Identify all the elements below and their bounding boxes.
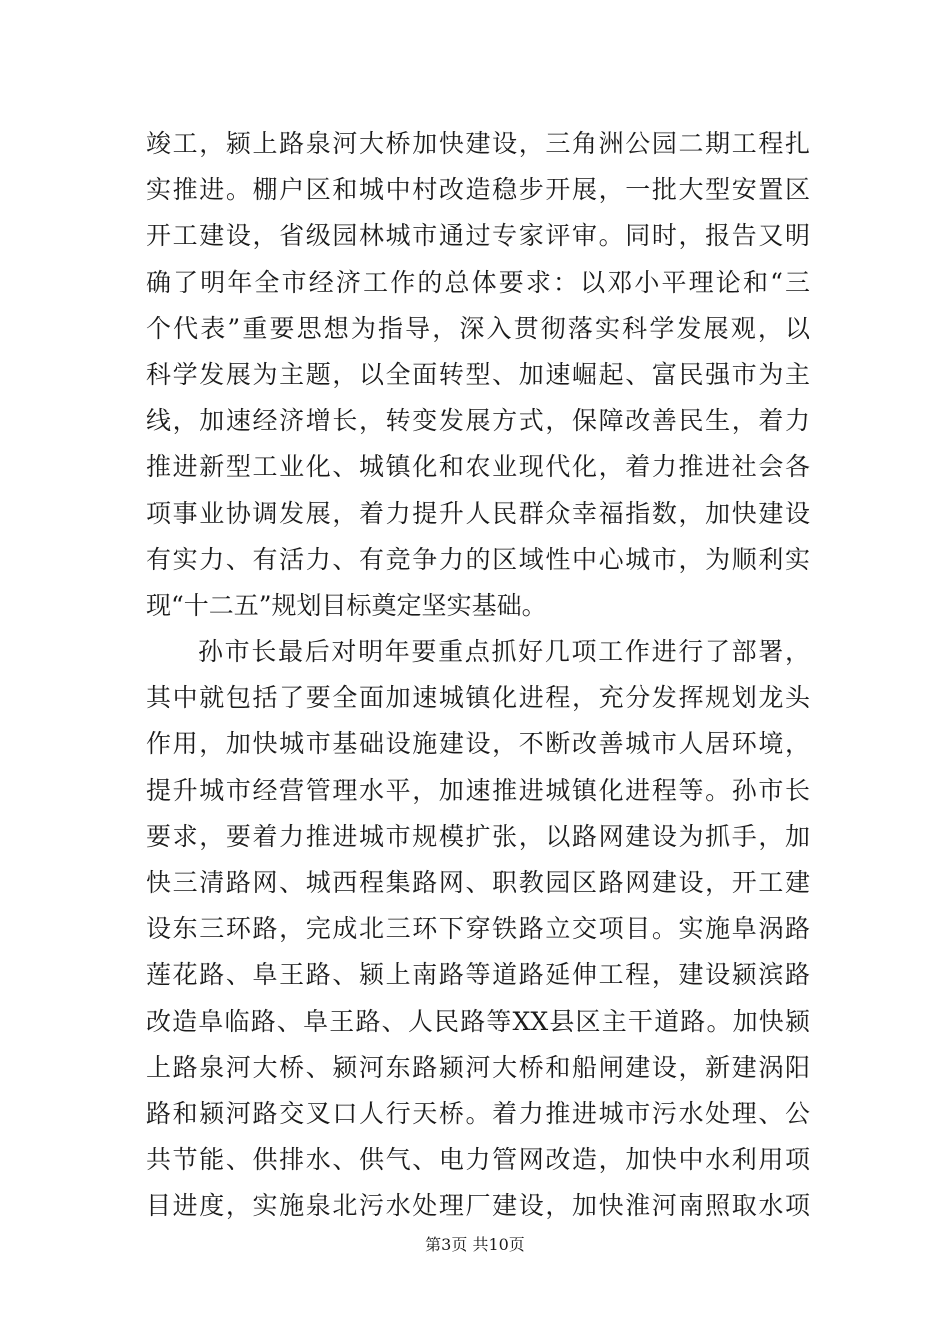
text-line: 项事业协调发展，着力提升人民群众幸福指数，加快建设 bbox=[146, 498, 810, 528]
text-line: 有实力、有活力、有竞争力的区域性中心城市，为顺利实 bbox=[146, 544, 810, 574]
text-line: 改造阜临路、阜王路、人民路等XX县区主干道路。加快颍 bbox=[146, 1006, 810, 1036]
text-line: 目进度，实施泉北污水处理厂建设，加快淮河南照取水项 bbox=[146, 1191, 810, 1221]
body-text bbox=[146, 121, 810, 1230]
text-line: 设东三环路，完成北三环下穿铁路立交项目。实施阜涡路 bbox=[146, 914, 810, 944]
text-line: 莲花路、阜王路、颍上南路等道路延伸工程，建设颍滨路 bbox=[146, 960, 810, 990]
text-line: 其中就包括了要全面加速城镇化进程，充分发挥规划龙头 bbox=[146, 683, 810, 713]
text-line: 线，加速经济增长，转变发展方式，保障改善民生，着力 bbox=[146, 406, 810, 436]
text-line: 实推进。棚户区和城中村改造稳步开展，一批大型安置区 bbox=[146, 175, 810, 205]
text-line: 要求，要着力推进城市规模扩张，以路网建设为抓手，加 bbox=[146, 821, 810, 851]
text-line: 竣工，颍上路泉河大桥加快建设，三角洲公园二期工程扎 bbox=[146, 129, 810, 158]
text-line: 提升城市经营管理水平，加速推进城镇化进程等。孙市长 bbox=[146, 775, 810, 805]
text-line: 开工建设，省级园林城市通过专家评审。同时，报告又明 bbox=[146, 221, 810, 251]
text-line: 路和颍河路交叉口人行天桥。着力推进城市污水处理、公 bbox=[146, 1098, 810, 1128]
text-line: 推进新型工业化、城镇化和农业现代化，着力推进社会各 bbox=[146, 452, 810, 482]
text-line: 确了明年全市经济工作的总体要求：以邓小平理论和“三 bbox=[146, 267, 810, 297]
paragraph-end-line: 现“十二五”规划目标奠定坚实基础。 bbox=[146, 590, 547, 620]
text-line: 作用，加快城市基础设施建设，不断改善城市人居环境， bbox=[146, 729, 810, 759]
text-line: 共节能、供排水、供气、电力管网改造，加快中水利用项 bbox=[146, 1145, 810, 1175]
text-line: 快三清路网、城西程集路网、职教园区路网建设，开工建 bbox=[146, 868, 810, 897]
page-number-footer: 第3页 共10页 bbox=[425, 1235, 525, 1254]
text-line: 上路泉河大桥、颍河东路颍河大桥和船闸建设，新建涡阳 bbox=[146, 1052, 810, 1082]
paragraph-start-line: 孙市长最后对明年要重点抓好几项工作进行了部署， bbox=[198, 637, 810, 667]
text-line: 科学发展为主题，以全面转型、加速崛起、富民强市为主 bbox=[146, 359, 810, 389]
text-line: 个代表”重要思想为指导，深入贯彻落实科学发展观，以 bbox=[146, 313, 810, 343]
